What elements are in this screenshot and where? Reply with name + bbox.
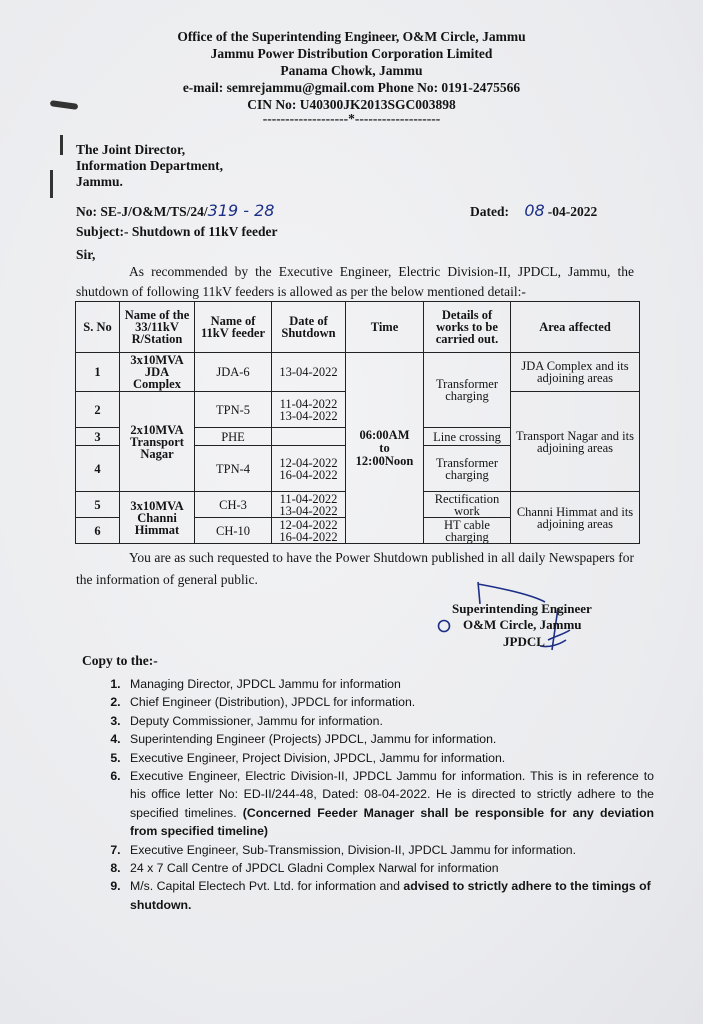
addressee-line2: Information Department, (76, 158, 223, 173)
item6-bold: (Concerned Feeder Manager shall be responsible for any deviation from specified timeline) (130, 805, 654, 839)
ref-number-prefix: No: SE-J/O&M/TS/24/ (76, 204, 208, 219)
th-station: Name of the 33/11kV R/Station (120, 302, 195, 353)
time-to: to (379, 440, 390, 455)
date-end: 13-04-2022 (279, 503, 338, 518)
cell-feeder: TPN-5 (195, 392, 272, 428)
date-start: 11-04-2022 (279, 491, 338, 506)
addressee-line1: The Joint Director, (76, 142, 186, 157)
addressee-line3: Jammu. (76, 174, 123, 189)
date-start: 12-04-2022 (279, 455, 338, 470)
cell-date (272, 428, 346, 446)
copy-list (104, 675, 654, 914)
date-end: 16-04-2022 (279, 467, 338, 482)
th-area: Area affected (511, 302, 640, 353)
cell-works: Transformer charging (424, 353, 511, 428)
th-works: Details of works to be carried out. (424, 302, 511, 353)
header-cin: CIN No: U40300JK2013SGC003898 (247, 97, 456, 112)
time-start: 06:00AM (359, 427, 410, 442)
cell-time (346, 353, 424, 544)
header-address: Panama Chowk, Jammu (280, 63, 423, 78)
date-suffix: -04-2022 (547, 204, 598, 219)
ref-number (76, 201, 274, 220)
time-end: 12:00Noon (355, 453, 414, 468)
table-row (76, 353, 640, 392)
list-item (124, 767, 654, 841)
cell-date (272, 492, 346, 518)
item9-bold: advised to strictly adhere to the timings of shutdown. (130, 879, 651, 912)
copy-heading: Copy to the:- (82, 653, 158, 668)
header-company: Jammu Power Distribution Corporation Limited (210, 46, 493, 61)
header-separator: -------------------*------------------- (262, 111, 441, 126)
request-paragraph: You are as such requested to have the Power Shutdown published in all daily Newspapers for the information of general public. (76, 550, 634, 587)
cell-area: Transport Nagar and its adjoining areas (511, 392, 640, 492)
signature-line3: JPDCL (503, 634, 545, 649)
cell-station: 2x10MVA Transport Nagar (120, 392, 195, 492)
subject-line: Subject:- Shutdown of 11kV feeder (76, 224, 278, 239)
th-feeder: Name of 11kV feeder (195, 302, 272, 353)
cell-sno: 3 (76, 428, 120, 446)
cell-works: HT cable charging (424, 518, 511, 544)
item6-text: Executive Engineer, Electric Division-II, JPDCL Jammu for information. This is in reference to his office letter No: ED-II/244-48, Dated: 08-04-2022. He is directed to strictly adhere to the specified timelines. (130, 769, 654, 820)
salutation: Sir, (76, 247, 96, 262)
cell-sno: 5 (76, 492, 120, 518)
signature-line1: Superintending Engineer (452, 601, 592, 616)
list-item: 3. Deputy Commissioner, Jammu for information. (124, 712, 654, 730)
margin-mark (50, 170, 53, 198)
date-end: 13-04-2022 (279, 408, 338, 423)
cell-station: 3x10MVA Channi Himmat (120, 492, 195, 544)
cell-feeder: CH-3 (195, 492, 272, 518)
list-item: 5. Executive Engineer, Project Division, JPDCL, Jammu for information. (124, 749, 654, 767)
list-item: 8. 24 x 7 Call Centre of JPDCL Gladni Complex Narwal for information (124, 859, 654, 877)
date-label: Dated: (470, 204, 509, 219)
cell-station: 3x10MVA JDA Complex (120, 353, 195, 392)
cell-feeder: PHE (195, 428, 272, 446)
th-sno: S. No (76, 302, 120, 353)
list-item: 2. Chief Engineer (Distribution), JPDCL for information. (124, 693, 654, 711)
cell-sno: 2 (76, 392, 120, 428)
item9-text: M/s. Capital Electech Pvt. Ltd. for information and (130, 879, 400, 894)
list-item: 1. Managing Director, JPDCL Jammu for information (124, 675, 654, 693)
list-item: 4. Superintending Engineer (Projects) JPDCL, Jammu for information. (124, 730, 654, 748)
shutdown-table (75, 301, 640, 544)
th-date: Date of Shutdown (272, 302, 346, 353)
cell-feeder: TPN-4 (195, 446, 272, 492)
date-start: 12-04-2022 (279, 517, 338, 532)
margin-mark (60, 135, 63, 155)
cell-area: Channi Himmat and its adjoining areas (511, 492, 640, 544)
cell-feeder: CH-10 (195, 518, 272, 544)
cell-works: Line crossing (424, 428, 511, 446)
date-handwritten: 08 (524, 201, 545, 220)
date-start: 11-04-2022 (279, 396, 338, 411)
intro-paragraph: As recommended by the Executive Engineer, Electric Division-II, JPDCL, Jammu, the shutdown of following 11kV feeders is allowed as per the below mentioned detail:- (76, 264, 634, 299)
cell-feeder: JDA-6 (195, 353, 272, 392)
signature-line2: O&M Circle, Jammu (463, 617, 582, 632)
cell-works: Rectification work (424, 492, 511, 518)
header-contact: e-mail: semrejammu@gmail.com Phone No: 0191-2475566 (182, 80, 521, 95)
list-item: 7. Executive Engineer, Sub-Transmission, Division-II, JPDCL Jammu for information. (124, 841, 654, 859)
cell-works: Transformer charging (424, 446, 511, 492)
date-end: 16-04-2022 (279, 529, 338, 544)
table-header-row (76, 302, 640, 353)
ref-number-handwritten: 319 - 28 (207, 201, 275, 220)
ref-date (470, 201, 597, 220)
header-office: Office of the Superintending Engineer, O&M Circle, Jammu (177, 29, 526, 44)
cell-sno: 6 (76, 518, 120, 544)
cell-sno: 4 (76, 446, 120, 492)
cell-sno: 1 (76, 353, 120, 392)
th-time: Time (346, 302, 424, 353)
cell-date: 13-04-2022 (272, 353, 346, 392)
cell-date (272, 392, 346, 428)
cell-date (272, 446, 346, 492)
cell-area: JDA Complex and its adjoining areas (511, 353, 640, 392)
list-item (124, 877, 654, 914)
cell-date (272, 518, 346, 544)
